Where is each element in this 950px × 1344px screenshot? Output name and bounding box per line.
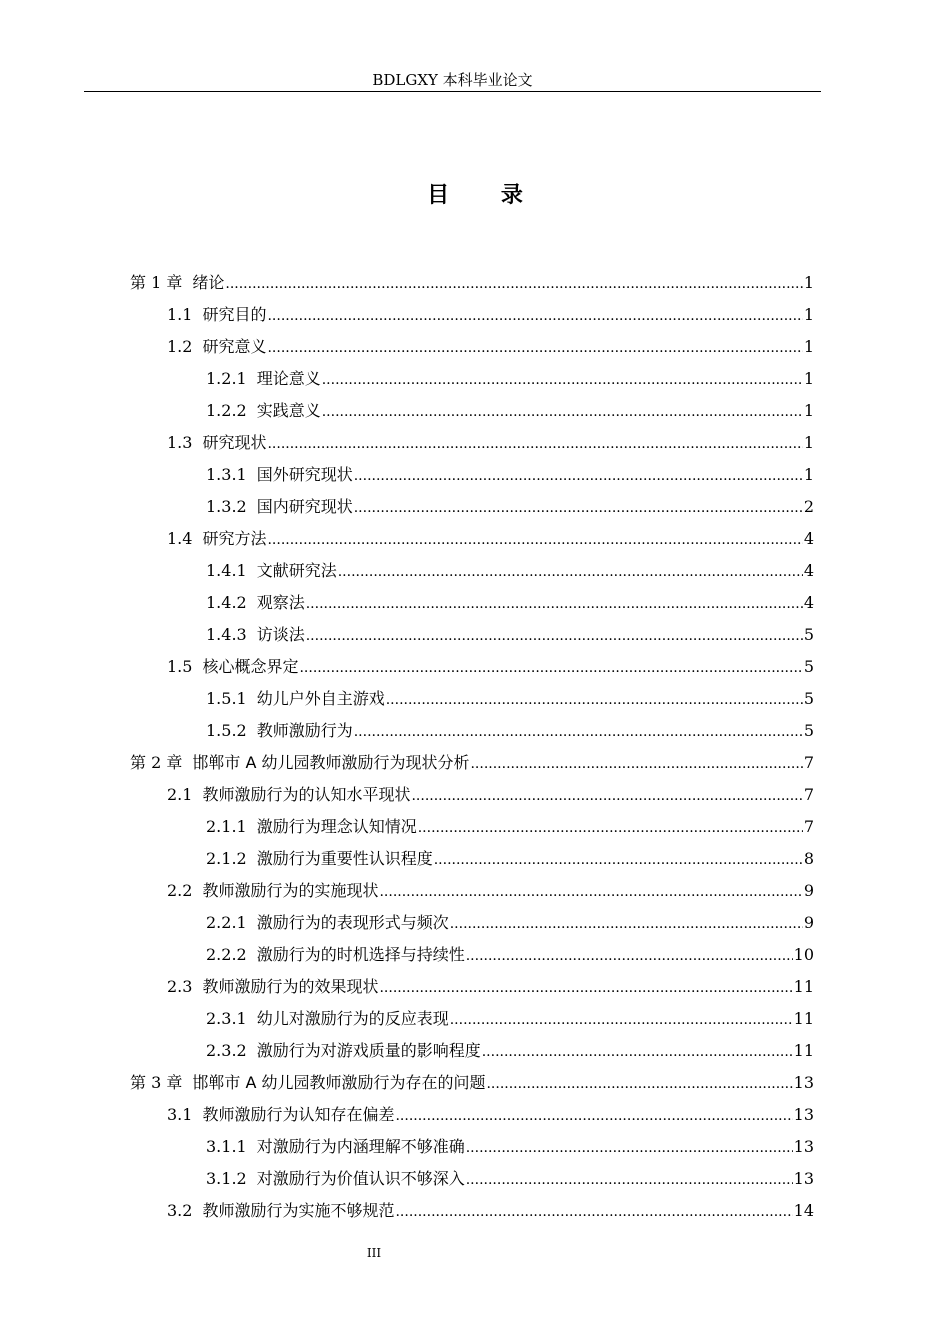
toc-entry-title: 国外研究现状 [256,465,353,484]
toc-entry-page: 10 [793,945,814,964]
dot-leader [267,299,802,332]
toc-entry-page: 1 [803,337,814,356]
dot-leader [386,683,803,716]
dot-leader [395,1099,792,1132]
toc-entry[interactable] [130,331,814,363]
toc-entry-title: 访谈法 [256,625,305,644]
dot-leader [470,747,802,780]
dot-leader [379,971,792,1004]
toc-entry[interactable] [130,1131,814,1163]
toc-entry-number: 2.1.2 [206,849,247,868]
toc-entry-page: 8 [803,849,814,868]
toc-entry-title: 教师激励行为的实施现状 [202,881,379,900]
toc-entry-title: 激励行为的表现形式与频次 [256,913,449,932]
toc-entry-title: 对激励行为价值认识不够深入 [256,1169,465,1188]
toc-entry[interactable] [130,1035,814,1067]
dot-leader [338,555,803,588]
toc-entry[interactable] [130,555,814,587]
toc-entry-number: 3.1.1 [206,1137,247,1156]
toc-entry-title: 绪论 [192,273,225,292]
dot-leader [482,1035,793,1068]
toc-entry-title: 激励行为重要性认识程度 [256,849,433,868]
toc-entry-title: 文献研究法 [256,561,337,580]
toc-entry-number: 1.5.1 [206,689,247,708]
toc-entry-page: 9 [803,913,814,932]
toc-entry-page: 4 [803,561,814,580]
dot-leader [267,331,802,364]
toc-entry-page: 7 [803,785,814,804]
toc-entry-title: 教师激励行为的效果现状 [202,977,379,996]
dot-leader [306,587,803,620]
toc-entry[interactable] [130,1067,814,1099]
toc-entry-number: 2.3.1 [206,1009,247,1028]
dot-leader [450,1003,793,1036]
toc-entry-title: 激励行为对游戏质量的影响程度 [256,1041,481,1060]
dot-leader [411,779,802,812]
toc-entry-page: 7 [803,817,814,836]
toc-entry-number: 1.4.1 [206,561,247,580]
toc-entry-page: 7 [803,753,814,772]
toc-entry-number: 2.2.2 [206,945,247,964]
toc-entry-page: 5 [803,625,814,644]
header-rule [84,91,821,92]
toc-entry-title: 幼儿户外自主游戏 [256,689,385,708]
toc-entry-title: 研究目的 [202,305,267,324]
toc-entry-number: 1.3.1 [206,465,247,484]
toc-entry-page: 11 [793,1041,814,1060]
toc-entry-page: 13 [793,1073,814,1092]
toc-entry-page: 9 [803,881,814,900]
dot-leader [299,651,802,684]
dot-leader [322,395,803,428]
toc-entry-page: 14 [793,1201,814,1220]
toc-entry-page: 1 [803,433,814,452]
toc-entry[interactable] [130,971,814,1003]
toc-entry-page: 5 [803,657,814,676]
page-number: III [366,1246,382,1260]
toc-entry-page: 5 [803,721,814,740]
toc-entry[interactable] [130,1163,814,1195]
toc-entry-number: 3.1.2 [206,1169,247,1188]
dot-leader [379,875,802,908]
toc-entry-number: 第 2 章 [130,753,183,772]
toc-entry-page: 5 [803,689,814,708]
toc-entry[interactable] [130,651,814,683]
toc-entry[interactable] [130,875,814,907]
toc-entry-title: 教师激励行为 [256,721,353,740]
dot-leader [486,1067,792,1100]
dot-leader [395,1195,792,1228]
dot-leader [354,459,803,492]
dot-leader [354,491,803,524]
toc-entry-page: 4 [803,529,814,548]
dot-leader [225,267,802,300]
dot-leader [306,619,803,652]
toc-entry-number: 1.5 [167,657,193,676]
toc-entry-title: 对激励行为内涵理解不够准确 [256,1137,465,1156]
toc-entry[interactable] [130,299,814,331]
toc-entry[interactable] [130,619,814,651]
dot-leader [418,811,803,844]
toc-entry[interactable] [130,683,814,715]
toc-entry-page: 1 [803,369,814,388]
toc-entry[interactable] [130,843,814,875]
toc-entry[interactable] [130,363,814,395]
toc-entry[interactable] [130,715,814,747]
toc-entry-page: 1 [803,305,814,324]
toc-entry-title: 教师激励行为认知存在偏差 [202,1105,395,1124]
dot-leader [267,523,802,556]
toc-entry-page: 13 [793,1137,814,1156]
toc-entry[interactable] [130,907,814,939]
toc-entry-page: 11 [793,1009,814,1028]
toc-entry-title: 研究意义 [202,337,267,356]
toc-entry-title: 核心概念界定 [202,657,299,676]
toc-entry-number: 1.3.2 [206,497,247,516]
toc-entry-page: 4 [803,593,814,612]
toc-entry-title: 国内研究现状 [256,497,353,516]
toc-entry-title: 研究现状 [202,433,267,452]
dot-leader [450,907,803,940]
toc-entry-number: 1.4.3 [206,625,247,644]
toc-entry-title: 观察法 [256,593,305,612]
toc-entry[interactable] [130,779,814,811]
toc-entry-number: 第 3 章 [130,1073,183,1092]
toc-entry[interactable] [130,427,814,459]
toc-entry-number: 1.5.2 [206,721,247,740]
toc-entry-number: 2.1 [167,785,193,804]
toc-entry-title: 理论意义 [256,369,321,388]
toc-entry-title: 教师激励行为的认知水平现状 [202,785,411,804]
dot-leader [434,843,803,876]
toc-entry-title: 幼儿对激励行为的反应表现 [256,1009,449,1028]
toc-entry[interactable] [130,811,814,843]
toc-entry-number: 2.3 [167,977,193,996]
toc-entry-page: 1 [803,273,814,292]
toc-entry-title: 教师激励行为实施不够规范 [202,1201,395,1220]
toc-entry-number: 2.2.1 [206,913,247,932]
toc-entry-number: 2.1.1 [206,817,247,836]
dot-leader [267,427,802,460]
dot-leader [466,1163,793,1196]
toc-entry-number: 1.3 [167,433,193,452]
toc-entry-number: 3.1 [167,1105,193,1124]
toc-entry[interactable] [130,523,814,555]
dot-leader [322,363,803,396]
running-header: BDLGXY 本科毕业论文 [372,71,533,89]
toc-title: 目 录 [427,183,545,208]
toc-entry[interactable] [130,747,814,779]
toc-entry-number: 第 1 章 [130,273,183,292]
toc-entry-number: 1.2.1 [206,369,247,388]
dot-leader [354,715,803,748]
toc-entry[interactable] [130,459,814,491]
toc-entry-number: 1.2 [167,337,193,356]
toc-entry[interactable] [130,267,814,299]
dot-leader [466,939,793,972]
toc-entry-number: 1.4.2 [206,593,247,612]
toc-entry-title: 实践意义 [256,401,321,420]
toc-entry[interactable] [130,491,814,523]
toc-entry-page: 1 [803,401,814,420]
toc-entry[interactable] [130,395,814,427]
toc-entry[interactable] [130,1099,814,1131]
toc-entry-title: 邯郸市 A 幼儿园教师激励行为现状分析 [192,753,470,772]
toc-entry-number: 2.2 [167,881,193,900]
toc-entry[interactable] [130,1195,814,1227]
toc-entry-page: 1 [803,465,814,484]
toc-entry-number: 1.1 [167,305,193,324]
toc-entry-page: 13 [793,1169,814,1188]
toc-entry-number: 1.2.2 [206,401,247,420]
toc-entry-page: 2 [803,497,814,516]
toc-entry-number: 2.3.2 [206,1041,247,1060]
dot-leader [466,1131,793,1164]
table-of-contents [130,267,814,1227]
toc-entry-number: 3.2 [167,1201,193,1220]
toc-entry-title: 邯郸市 A 幼儿园教师激励行为存在的问题 [192,1073,486,1092]
toc-entry-title: 激励行为的时机选择与持续性 [256,945,465,964]
toc-entry[interactable] [130,1003,814,1035]
toc-entry-page: 11 [793,977,814,996]
toc-entry-page: 13 [793,1105,814,1124]
toc-entry-number: 1.4 [167,529,193,548]
toc-entry-title: 激励行为理念认知情况 [256,817,417,836]
toc-entry-title: 研究方法 [202,529,267,548]
toc-entry[interactable] [130,939,814,971]
toc-entry[interactable] [130,587,814,619]
